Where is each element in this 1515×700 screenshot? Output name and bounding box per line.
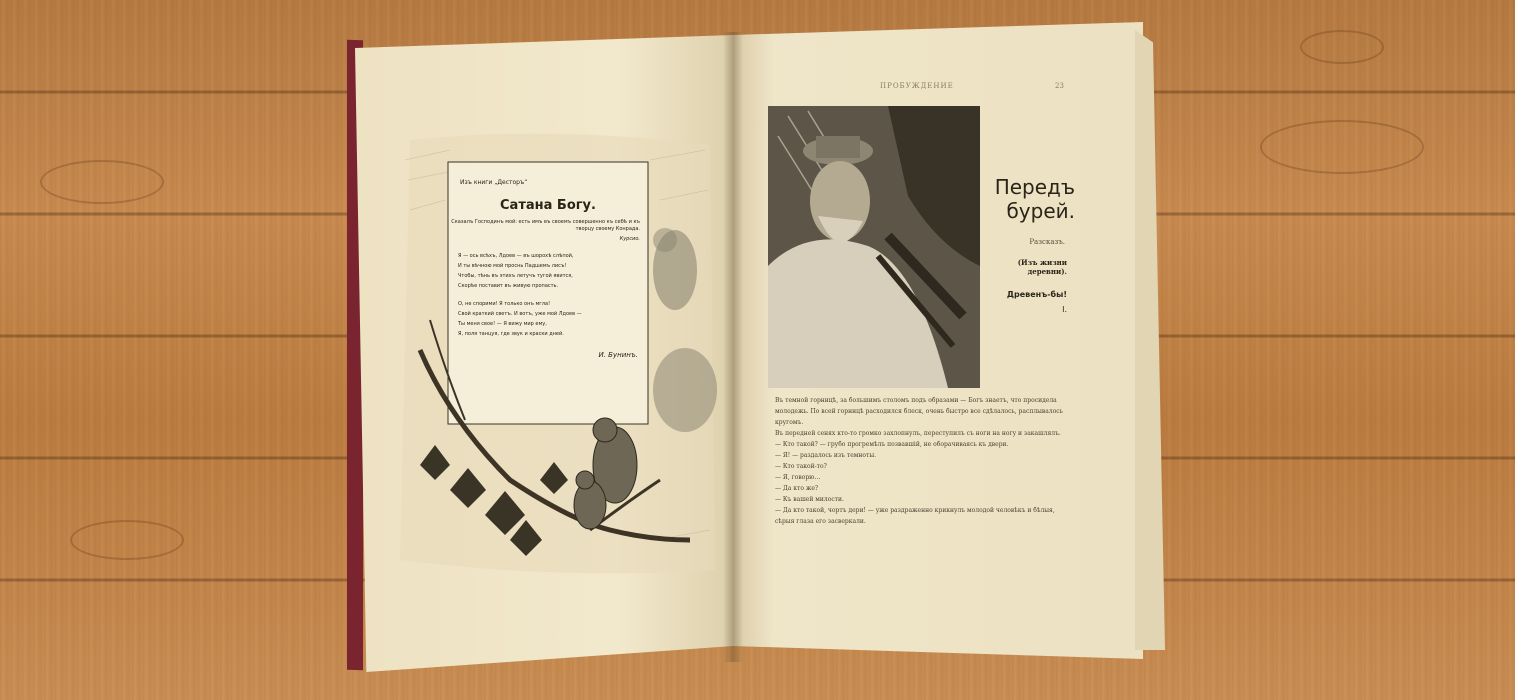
- story-subtitle: Разсказъ.: [1029, 238, 1065, 246]
- poem-frame: [448, 165, 648, 425]
- story-title: [985, 175, 1075, 223]
- story-title-line-2: бурей.: [1006, 199, 1075, 223]
- wood-knot: [1260, 120, 1424, 174]
- page-number: 23: [1055, 82, 1064, 90]
- poem-stanza-2: [448, 299, 648, 339]
- poem-stanza-1: [448, 251, 648, 291]
- paragraph: Въ передней сенях кто-то громко захлопнулъ, переступилъ съ ноги на ногу и закашлялъ.: [775, 430, 1061, 437]
- wood-knot: [40, 160, 164, 204]
- wood-knot: [70, 520, 184, 560]
- running-header: ПРОБУЖДЕНИЕ: [880, 82, 954, 90]
- book-gutter: [723, 32, 743, 662]
- paragraph: — Да кто же?: [775, 485, 819, 492]
- poem-line: Я, поля танцуя, где звук и краски дней.: [458, 331, 564, 337]
- chapter-number: I.: [1062, 305, 1067, 314]
- paragraph: — Я, говорю…: [775, 474, 821, 481]
- old-man-illustration: [768, 106, 980, 388]
- chapter-title: Древенъ-бы!: [1006, 290, 1067, 299]
- poem-line: Ты меня свое! — Я вижу мир ему,: [458, 321, 547, 327]
- poem-line: Свой краткий светъ. И вотъ, уже мой Лдоев —: [458, 311, 582, 317]
- paragraph: — Кто такой-то?: [775, 463, 827, 470]
- poem-line: Скорѣе поставит въ живую пропасть.: [458, 283, 559, 289]
- poem-line: О, не спорими! Я только онъ мгла!: [458, 301, 551, 307]
- poem-line: Я — ось всѣхъ, Лдоев — въ шорохѣ слѣпой,: [458, 253, 574, 259]
- poem-epigraph: Сказалъ Господинъ мой: есть имъ въ своемъ совершенно къ себѣ и къ творцу своему Конрада.: [451, 219, 640, 232]
- page-edges: [1135, 30, 1165, 650]
- poem-title: Сатана Богу.: [500, 198, 596, 213]
- paragraph: Въ темной горницѣ, за большимъ столомъ подъ образами — Богъ знаетъ, что просидела молодежь. По всей горницѣ расходился блеск, очень быстро все сдѣлалось, расплывалось кругомъ.: [775, 397, 1063, 426]
- paragraph: — Я! — раздалось изъ темноты.: [775, 452, 877, 459]
- paragraph: — Да кто такой, чортъ дери! — уже раздраженно крикнулъ молодой человѣкъ и бѣлыя, сѣрыя глаза его засверкали.: [775, 507, 1055, 525]
- paragraph: — Къ вашей милости.: [775, 496, 844, 503]
- story-body: [775, 395, 1075, 527]
- poem-line: И ты вѣчною мой проснь Падшемъ лисъ!: [458, 263, 567, 269]
- wood-knot: [1300, 30, 1384, 64]
- paragraph: — Кто такой? — грубо прогремѣлъ позвавшій, не оборачиваясь къ двери.: [775, 441, 1009, 448]
- poem-epigraph-source: Курсио.: [619, 236, 640, 242]
- poem-source-note: Изъ книги „Десторъ“: [460, 179, 528, 186]
- story-subtitle-2: (Изъ жизни деревни).: [1017, 258, 1067, 276]
- chapter-heading: [985, 290, 1067, 314]
- story-title-line-1: Передъ: [994, 175, 1075, 199]
- poem-author: И. Бунинъ.: [598, 351, 638, 359]
- poem-line: Чтобы, тѣнь въ этихъ летучъ тугой явится,: [458, 273, 573, 279]
